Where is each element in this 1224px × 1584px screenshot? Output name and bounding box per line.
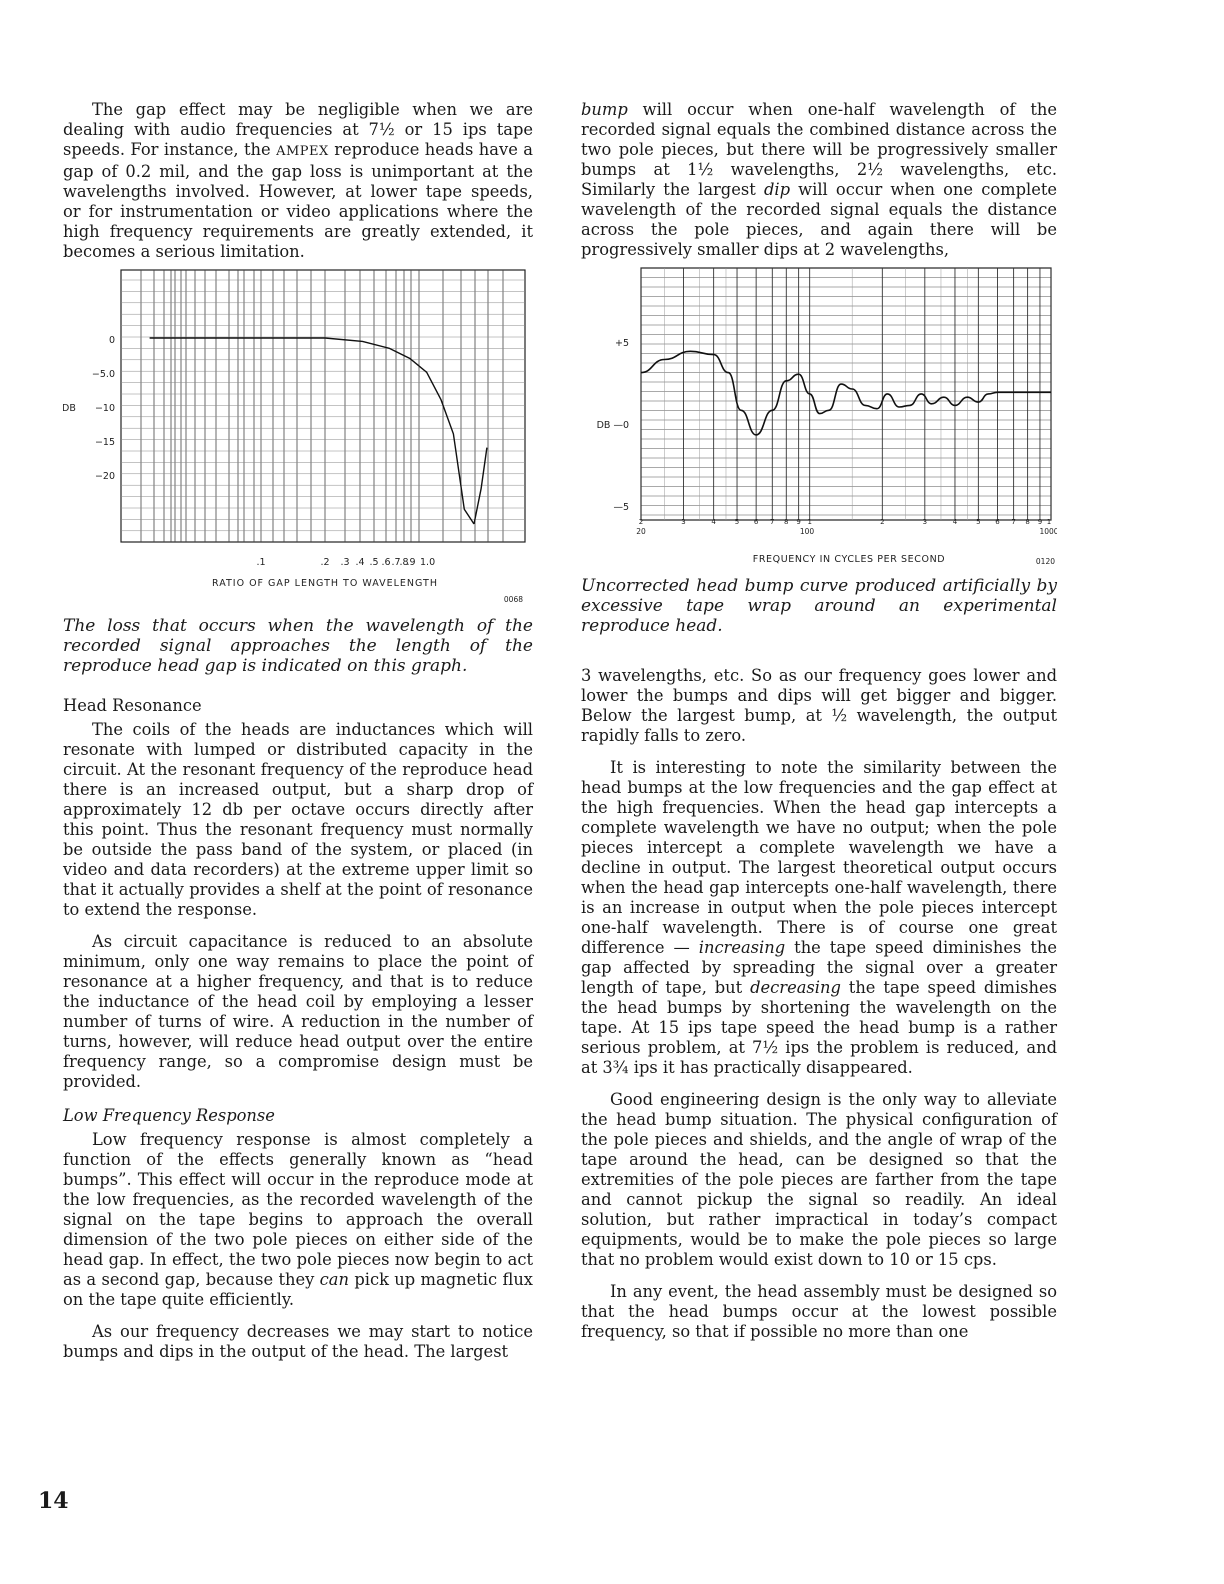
page-number: 14 <box>38 1488 69 1514</box>
paragraph: bump will occur when one-half wavelength of the recorded signal equals the combined distance across the two pole pieces, but there will be progressively smaller bumps at 1½ wavelengths, 2½ wavelengths, etc. Similarly the largest dip will occur when one complete wavelength of the recorded signal equals the distance across the pole pieces, and again there will be progressively smaller dips at 2 wavelengths, <box>581 100 1058 259</box>
y-tick: −20 <box>94 471 115 482</box>
x-tick: 1.0 <box>420 557 436 568</box>
x-tick: 4 <box>952 518 958 526</box>
y-tick: −5.0 <box>91 369 115 380</box>
x-tick: .4 <box>355 557 365 568</box>
x-tick: .8 <box>399 557 409 568</box>
x-tick: .2 <box>320 557 330 568</box>
section-heading: Low Frequency Response <box>63 1106 275 1125</box>
x-tick: .6 <box>381 557 391 568</box>
x-tick: .3 <box>340 557 350 568</box>
x-tick: .1 <box>256 557 266 568</box>
paragraph: 3 wavelengths, etc. So as our frequency goes lower and lower the bumps and dips will get bigger and bigger. Below the largest bump, at ½ wavelength, the output rapidly falls to zero. <box>581 666 1057 745</box>
head-bump-curve <box>641 351 1051 435</box>
paragraph: It is interesting to note the similarity between the head bumps at the low frequencies and the gap effect at the high frequencies. When the head gap intercepts a complete wavelength we have no output; when the pole pieces intercept a complete wavelength we have a decline in output. The largest theoretical output occurs when the head gap intercepts one-half wavelength, there is an increase in output when the pole pieces intercept one-half wavelength. There is of course one great difference — increasing the tape speed diminishes the gap affected by spreading the signal over a greater length of tape, but decreasing the tape speed dimishes the head bumps by shortening the wavelength on the tape. At 15 ips tape speed the head bump is a rather serious problem, at 7½ ips the problem is reduced, and at 3¾ ips it has practically disappeared. <box>581 758 1058 1077</box>
x-tick: 1 <box>807 518 812 526</box>
paragraph: As circuit capacitance is reduced to an absolute minimum, only one way remains to place the point of resonance at a higher frequency, and that is to reduce the inductance of the head coil by employing a lesser number of turns of wire. A reduction in the number of turns, however, will reduce head output over the entire frequency range, so a compromise design must be provided. <box>63 932 533 1091</box>
x-tick: 3 <box>922 518 928 526</box>
x-tick: 5 <box>734 518 740 526</box>
x-tick: 9 <box>796 518 801 526</box>
x-tick: 1 <box>1046 518 1052 526</box>
x-tick: 9 <box>1037 518 1043 526</box>
y-tick: −15 <box>94 437 115 448</box>
gap-loss-curve <box>150 338 474 524</box>
x-tick: 8 <box>1025 518 1030 526</box>
gap-loss-chart <box>63 268 533 620</box>
x-tick: 7 <box>770 518 775 526</box>
y-tick: −10 <box>94 403 115 414</box>
figure-code: 0120 <box>1035 557 1055 566</box>
x-ticks <box>639 518 1051 526</box>
x-tick: 2 <box>880 518 885 526</box>
chart-frame <box>121 270 525 542</box>
left-column <box>63 100 533 1362</box>
y-tick: 0 <box>108 335 115 346</box>
head-bump-chart <box>581 266 1057 588</box>
right-column <box>581 100 1057 1342</box>
paragraph: Low frequency response is almost completely a function of the effects generally known as “head bumps”. This effect will occur in the reproduce mode at the low frequencies, as the recorded wavelength of the signal on the tape begins to approach the overall dimension of the two pole pieces on either side of the head gap. In effect, the two pole pieces now begin to act as a second gap, because they can pick up magnetic flux on the tape quite efficiently. <box>63 1130 533 1309</box>
x-decade: 20 <box>636 527 646 536</box>
x-tick: 4 <box>711 518 716 526</box>
x-axis-label: FREQUENCY IN CYCLES PER SECOND <box>752 554 946 565</box>
paragraph: Good engineering design is the only way to alleviate the head bump situation. The physical configuration of the pole pieces and shields, and the angle of wrap of the tape around the head, can be designed so that the extremities of the pole pieces are farther from the tape and cannot pickup the signal so readily. An ideal solution, but rather impractical in today’s compact equipments, would be to make the pole pieces so large that no problem would exist down to 10 or 15 cps. <box>581 1090 1057 1269</box>
gap-loss-curve-rebound <box>474 448 487 524</box>
y-axis-label: DB <box>63 403 76 414</box>
section-heading: Head Resonance <box>63 696 202 715</box>
x-tick: 6 <box>753 518 759 526</box>
figure-code: 0068 <box>503 595 523 604</box>
paragraph: As our frequency decreases we may start to notice bumps and dips in the output of the head. The largest <box>63 1322 533 1361</box>
gap-loss-figure <box>63 268 533 620</box>
figure-caption: Uncorrected head bump curve produced artificially by excessive tape wrap around an experimental reproduce head. <box>581 576 1057 636</box>
y-tick: DB —0 <box>596 420 629 431</box>
head-bump-figure <box>581 266 1057 588</box>
figure-caption: The loss that occurs when the wavelength of the recorded signal approaches the length of the reproduce head gap is indicated on this graph. <box>63 616 533 676</box>
x-tick: 8 <box>784 518 789 526</box>
x-tick: 3 <box>681 518 686 526</box>
x-tick: .9 <box>406 557 416 568</box>
paragraph: In any event, the head assembly must be designed so that the head bumps occur at the lowest possible frequency, so that if possible no more than one <box>581 1282 1057 1341</box>
x-tick: 7 <box>1011 518 1016 526</box>
x-tick: 6 <box>995 518 1000 526</box>
paragraph: The gap effect may be negligible when we are dealing with audio frequencies at 7½ or 15 ips tape speeds. For instance, the AMPEX reproduce heads have a gap of 0.2 mil, and the gap loss is unimportant at the wavelengths involved. However, at lower tape speeds, or for instrumentation or video applications where the high frequency requirements are greatly extended, it becomes a serious limitation. <box>63 100 533 261</box>
x-axis-label: RATIO OF GAP LENGTH TO WAVELENGTH <box>212 578 438 589</box>
y-tick: +5 <box>614 338 629 349</box>
chart-grid <box>121 270 525 542</box>
x-tick: .5 <box>369 557 379 568</box>
x-decade: 1000 <box>1039 527 1057 536</box>
y-tick: —5 <box>613 502 629 513</box>
x-tick: .7 <box>391 557 401 568</box>
x-tick: 2 <box>638 518 644 526</box>
x-tick: 5 <box>976 518 981 526</box>
x-decade: 100 <box>799 527 815 536</box>
paragraph: The coils of the heads are inductances which will resonate with lumped or distributed capacity in the circuit. At the resonant frequency of the reproduce head there is an increased output, but a sharp drop of approximately 12 db per octave occurs directly after this point. Thus the resonant frequency must normally be outside the pass band of the system, or placed (in video and data recorders) at the extreme upper limit so that it actually provides a shelf at the point of resonance to extend the response. <box>63 720 533 919</box>
